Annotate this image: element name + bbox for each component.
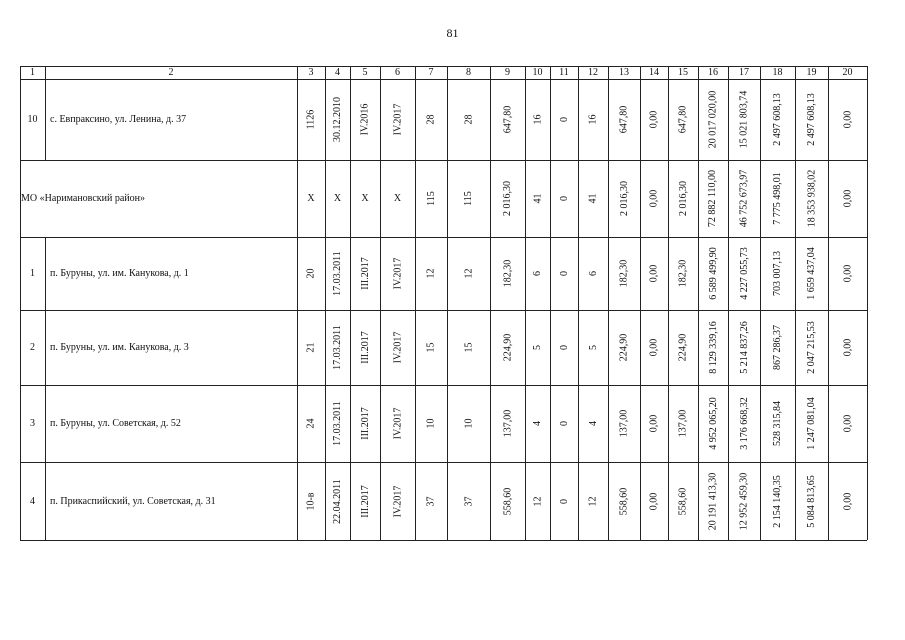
column-header-12: 12	[588, 67, 598, 78]
cell-c20: 0,00	[842, 492, 853, 510]
row-address: п. Прикаспийский, ул. Советская, д. 31	[50, 495, 216, 507]
cell-c3: 10-в	[305, 491, 317, 511]
cell-c20: 0,00	[842, 110, 853, 129]
cell-c10: 6	[532, 271, 543, 276]
cell-c13: 558,60	[618, 487, 630, 515]
cell-c11: 0	[558, 421, 570, 426]
cell-c7: 10	[425, 418, 437, 429]
column-header-7: 7	[428, 67, 434, 78]
cell-c4: 17.03.2011	[332, 251, 344, 296]
cell-c8: 115	[462, 191, 474, 206]
cell-c5: III.2017	[359, 257, 371, 290]
cell-c17: 4 227 055,73	[738, 247, 750, 300]
cell-c8: 28	[463, 114, 474, 125]
column-header-9: 9	[505, 67, 510, 78]
column-header-8: 8	[466, 67, 471, 78]
column-header-6: 6	[395, 67, 400, 78]
cell-c5: III.2017	[359, 331, 371, 364]
cell-c6: IV.2017	[391, 331, 403, 364]
cell-c7: 37	[425, 496, 437, 506]
cell-c14: 0,00	[648, 338, 660, 357]
cell-c20: 0,00	[842, 414, 853, 433]
cell-c18: 2 497 608,13	[772, 93, 783, 146]
cell-c13: 182,30	[618, 259, 630, 288]
cell-c16: 4 952 065,20	[707, 397, 719, 450]
cell-c11: 0	[558, 196, 570, 201]
cell-c5: Х	[361, 193, 369, 204]
cell-c19: 1 247 081,04	[806, 397, 817, 450]
cell-c18: 7 775 498,01	[772, 172, 783, 225]
cell-c19: 18 353 938,02	[806, 169, 817, 228]
column-header-14: 14	[649, 67, 659, 78]
cell-c5: III.2017	[359, 407, 371, 440]
cell-c12: 41	[587, 193, 599, 204]
cell-c7: 115	[425, 191, 437, 206]
column-header-2: 2	[168, 67, 174, 78]
cell-c8: 15	[463, 342, 474, 353]
cell-c9: 558,60	[502, 487, 513, 515]
cell-c12: 4	[587, 421, 599, 426]
grid-line	[45, 66, 46, 160]
column-header-18: 18	[772, 67, 783, 78]
column-header-4: 4	[335, 67, 340, 78]
cell-c3: 21	[305, 342, 317, 353]
cell-c3: Х	[307, 193, 315, 204]
cell-c9: 2 016,30	[502, 181, 513, 216]
district-title: МО «Наримановский район»	[21, 193, 145, 204]
cell-c17: 3 176 668,32	[738, 397, 750, 450]
cell-c10: 4	[532, 421, 543, 426]
cell-c14: 0,00	[648, 492, 660, 510]
cell-c3: 24	[305, 418, 317, 429]
cell-c8: 37	[463, 496, 474, 506]
cell-c17: 46 752 673,97	[738, 169, 750, 228]
cell-c16: 20 191 413,30	[707, 472, 719, 530]
cell-c4: 17.03.2011	[332, 325, 344, 370]
cell-c4: 22.04.2011	[332, 478, 344, 524]
cell-c7: 28	[425, 114, 437, 125]
cell-c9: 182,30	[502, 259, 513, 288]
cell-c11: 0	[558, 117, 570, 122]
cell-c6: IV.2017	[391, 407, 403, 440]
cell-c18: 528 315,84	[772, 401, 783, 446]
cell-c5: IV.2016	[359, 103, 371, 136]
cell-c19: 5 084 813,65	[806, 474, 817, 528]
cell-c9: 224,90	[502, 333, 513, 362]
column-header-20: 20	[842, 67, 853, 78]
cell-c16: 72 882 110,00	[707, 169, 719, 228]
cell-c7: 15	[425, 342, 437, 353]
cell-c10: 16	[532, 114, 543, 125]
cell-c4: Х	[333, 193, 342, 204]
cell-c3: 1126	[305, 109, 317, 130]
cell-c17: 15 021 803,74	[738, 90, 750, 149]
cell-c12: 12	[587, 496, 599, 506]
cell-c13: 2 016,30	[618, 181, 630, 216]
row-number: 3	[30, 418, 35, 429]
cell-c15: 558,60	[677, 487, 689, 515]
row-address: п. Буруны, ул. им. Канукова, д. 3	[50, 342, 189, 353]
cell-c11: 0	[558, 498, 570, 504]
cell-c14: 0,00	[648, 264, 660, 283]
cell-c15: 224,90	[677, 333, 689, 362]
cell-c14: 0,00	[648, 110, 660, 129]
cell-c9: 137,00	[502, 409, 513, 438]
cell-c9: 647,80	[502, 105, 513, 134]
cell-c19: 2 047 215,53	[806, 321, 817, 374]
cell-c6: Х	[393, 193, 402, 204]
column-header-10: 10	[532, 67, 543, 78]
cell-c5: III.2017	[359, 484, 371, 518]
column-header-16: 16	[708, 67, 718, 78]
cell-c16: 6 589 499,90	[707, 247, 719, 300]
column-header-19: 19	[806, 67, 817, 78]
cell-c10: 5	[532, 345, 543, 350]
cell-c15: 137,00	[677, 409, 689, 438]
cell-c15: 2 016,30	[677, 181, 689, 216]
cell-c13: 224,90	[618, 333, 630, 362]
cell-c4: 17.03.2011	[332, 401, 344, 446]
cell-c15: 647,80	[677, 105, 689, 134]
row-address: п. Буруны, ул. им. Канукова, д. 1	[50, 268, 189, 279]
row-number: 1	[30, 268, 35, 279]
cell-c20: 0,00	[842, 264, 853, 283]
cell-c6: IV.2017	[391, 257, 403, 290]
grid-line	[867, 66, 868, 540]
grid-line	[20, 540, 867, 541]
column-header-11: 11	[559, 67, 569, 78]
cell-c13: 647,80	[618, 105, 630, 134]
page-number: 81	[446, 26, 459, 40]
column-header-3: 3	[308, 67, 314, 78]
cell-c10: 41	[532, 193, 543, 204]
cell-c6: IV.2017	[391, 485, 403, 517]
cell-c20: 0,00	[842, 338, 853, 357]
cell-c17: 5 214 837,26	[738, 321, 750, 374]
cell-c17: 12 952 459,30	[738, 472, 750, 530]
row-address: с. Евпраксино, ул. Ленина, д. 37	[50, 114, 187, 125]
cell-c16: 20 017 020,00	[707, 90, 719, 149]
cell-c6: IV.2017	[391, 103, 403, 136]
cell-c3: 20	[305, 268, 317, 279]
cell-c13: 137,00	[618, 409, 630, 438]
cell-c18: 703 007,13	[772, 251, 783, 296]
column-header-5: 5	[362, 67, 368, 78]
cell-c14: 0,00	[648, 414, 660, 433]
cell-c11: 0	[558, 345, 570, 350]
row-number: 10	[27, 114, 38, 125]
cell-c7: 12	[425, 268, 437, 279]
cell-c18: 867 286,37	[772, 325, 783, 370]
column-header-1: 1	[30, 67, 35, 78]
cell-c12: 5	[587, 345, 599, 350]
cell-c8: 12	[463, 268, 474, 279]
cell-c14: 0,00	[648, 189, 660, 208]
cell-c16: 8 129 339,16	[707, 321, 719, 374]
cell-c19: 2 497 608,13	[806, 93, 817, 146]
cell-c11: 0	[558, 271, 570, 276]
row-address: п. Буруны, ул. Советская, д. 52	[50, 418, 181, 429]
cell-c10: 12	[532, 496, 543, 506]
cell-c18: 2 154 140,35	[772, 474, 783, 528]
column-header-17: 17	[739, 67, 749, 78]
cell-c8: 10	[463, 418, 474, 429]
cell-c15: 182,30	[677, 259, 689, 288]
cell-c12: 16	[587, 114, 599, 125]
cell-c12: 6	[587, 271, 599, 276]
row-number: 4	[30, 495, 35, 507]
grid-line	[45, 237, 46, 540]
column-header-15: 15	[678, 67, 688, 78]
column-header-13: 13	[619, 67, 629, 78]
cell-c20: 0,00	[842, 189, 853, 208]
row-number: 2	[30, 342, 35, 353]
cell-c19: 1 659 437,04	[806, 247, 817, 300]
cell-c4: 30.12.2010	[332, 97, 343, 142]
